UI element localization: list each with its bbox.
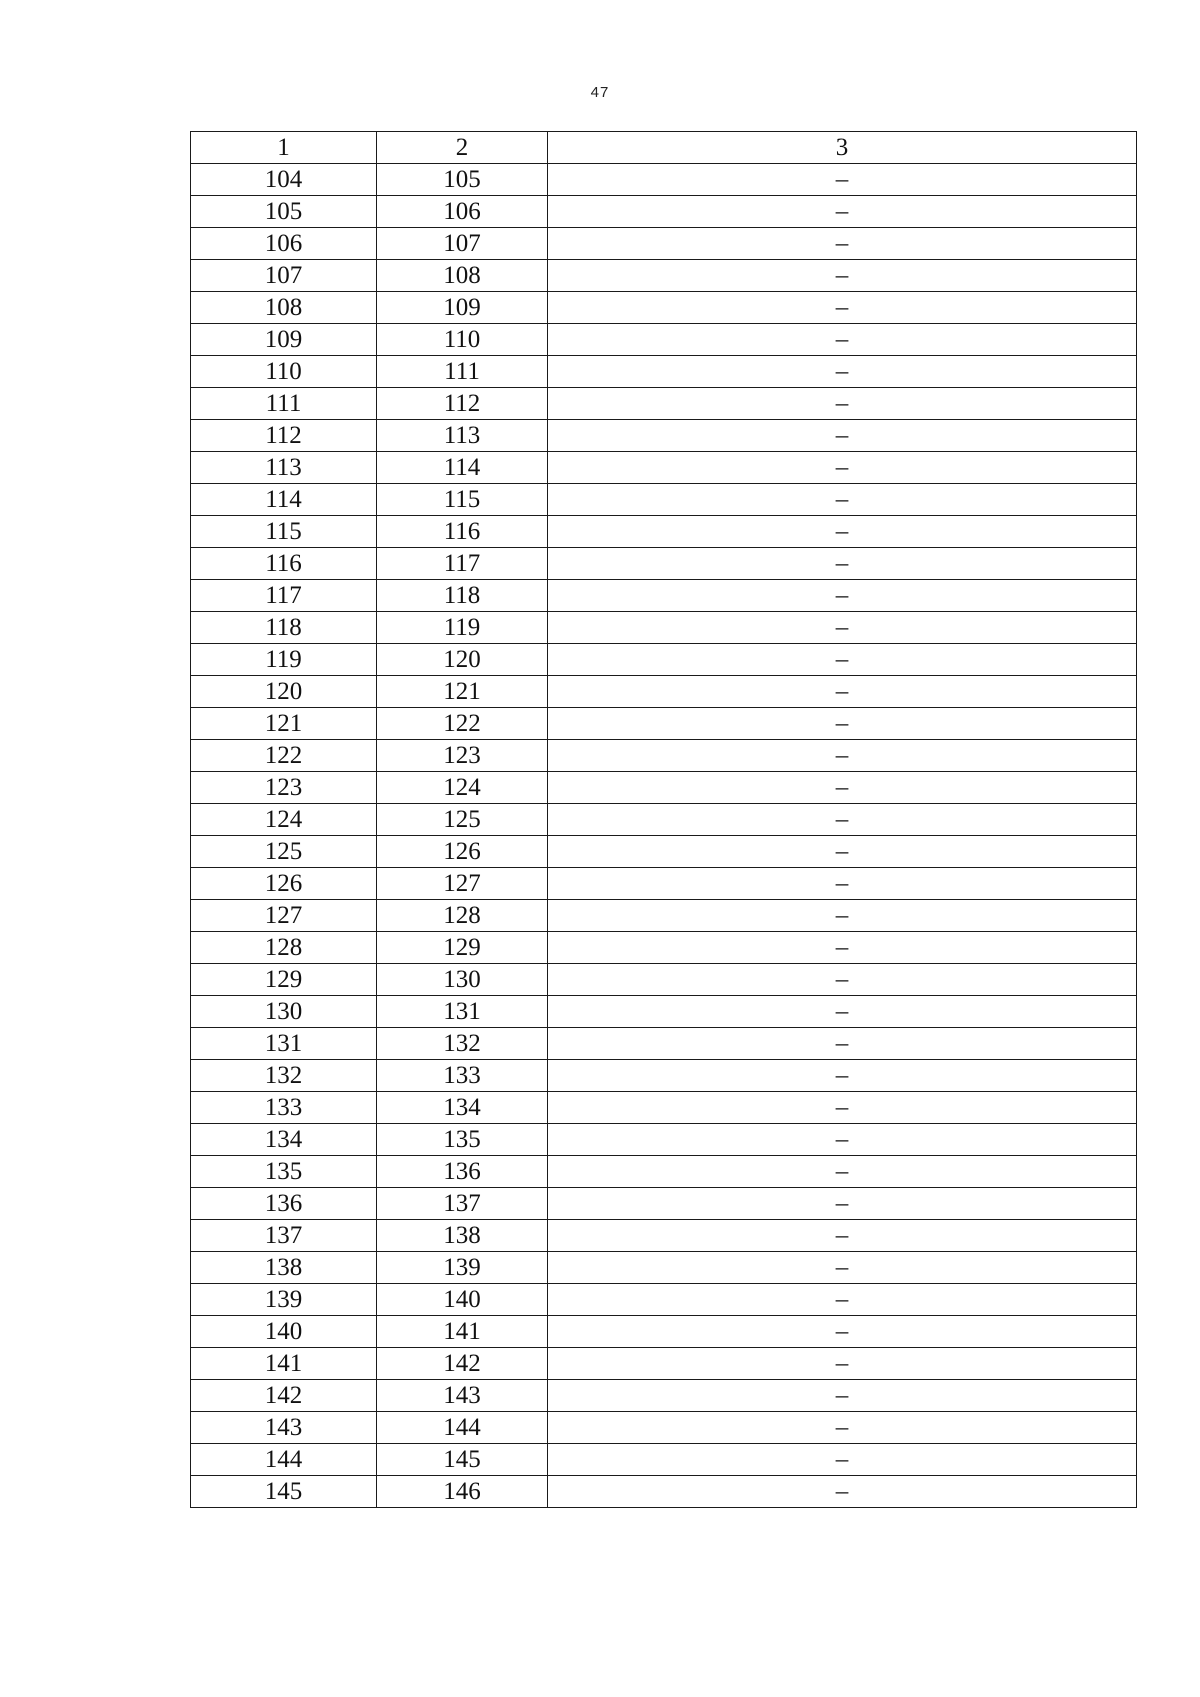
table-cell-col-3: – (548, 228, 1137, 260)
table-row (191, 1316, 1137, 1348)
table-cell-col-2: 122 (377, 708, 548, 740)
table-cell-col-2: 127 (377, 868, 548, 900)
table-cell-col-1: 116 (191, 548, 377, 580)
table-cell-col-1: 140 (191, 1316, 377, 1348)
table-cell-col-3: – (548, 484, 1137, 516)
table-cell-col-3: – (548, 388, 1137, 420)
table-row (191, 1252, 1137, 1284)
table-cell-col-1: 120 (191, 676, 377, 708)
table-cell-col-1: 108 (191, 292, 377, 324)
table-cell-col-3: – (548, 1028, 1137, 1060)
table-cell-col-2: 118 (377, 580, 548, 612)
table-row (191, 1156, 1137, 1188)
table-cell-col-1: 106 (191, 228, 377, 260)
table-row (191, 260, 1137, 292)
table-row (191, 1220, 1137, 1252)
table-cell-col-2: 135 (377, 1124, 548, 1156)
table-cell-col-2: 136 (377, 1156, 548, 1188)
table-row (191, 676, 1137, 708)
table-cell-col-1: 124 (191, 804, 377, 836)
table-cell-col-1: 125 (191, 836, 377, 868)
table-header (191, 132, 1137, 164)
table-row (191, 1188, 1137, 1220)
table-cell-col-3: – (548, 196, 1137, 228)
table-cell-col-3: – (548, 1284, 1137, 1316)
table-cell-col-3: – (548, 740, 1137, 772)
table-row (191, 612, 1137, 644)
table-cell-col-2: 144 (377, 1412, 548, 1444)
table-cell-col-1: 113 (191, 452, 377, 484)
table-row (191, 740, 1137, 772)
table-cell-col-2: 145 (377, 1444, 548, 1476)
table-cell-col-2: 117 (377, 548, 548, 580)
table-body (191, 164, 1137, 1508)
table-row (191, 452, 1137, 484)
table-cell-col-3: – (548, 1092, 1137, 1124)
table-cell-col-2: 113 (377, 420, 548, 452)
table-cell-col-1: 109 (191, 324, 377, 356)
table-cell-col-3: – (548, 452, 1137, 484)
table-row (191, 964, 1137, 996)
table-cell-col-3: – (548, 356, 1137, 388)
table-cell-col-3: – (548, 900, 1137, 932)
table-cell-col-2: 129 (377, 932, 548, 964)
table-row (191, 324, 1137, 356)
table-cell-col-1: 114 (191, 484, 377, 516)
table-cell-col-1: 137 (191, 1220, 377, 1252)
table-row (191, 1348, 1137, 1380)
table-cell-col-2: 120 (377, 644, 548, 676)
table-cell-col-3: – (548, 1220, 1137, 1252)
table-cell-col-1: 110 (191, 356, 377, 388)
table-row (191, 1284, 1137, 1316)
table-row (191, 1412, 1137, 1444)
table-cell-col-2: 119 (377, 612, 548, 644)
table-cell-col-2: 130 (377, 964, 548, 996)
table-cell-col-3: – (548, 1316, 1137, 1348)
table-cell-col-3: – (548, 1380, 1137, 1412)
table-cell-col-2: 142 (377, 1348, 548, 1380)
table-row (191, 868, 1137, 900)
table-cell-col-3: – (548, 516, 1137, 548)
table-cell-col-3: – (548, 932, 1137, 964)
data-table (190, 131, 1137, 1508)
table-row (191, 1060, 1137, 1092)
table-cell-col-2: 140 (377, 1284, 548, 1316)
table-cell-col-1: 115 (191, 516, 377, 548)
table-row (191, 580, 1137, 612)
table-cell-col-1: 128 (191, 932, 377, 964)
table-row (191, 484, 1137, 516)
table-cell-col-2: 137 (377, 1188, 548, 1220)
table-cell-col-1: 117 (191, 580, 377, 612)
table-cell-col-2: 111 (377, 356, 548, 388)
table-row (191, 644, 1137, 676)
table-cell-col-3: – (548, 292, 1137, 324)
table-cell-col-2: 143 (377, 1380, 548, 1412)
table-row (191, 996, 1137, 1028)
table-cell-col-3: – (548, 1060, 1137, 1092)
table-cell-col-1: 131 (191, 1028, 377, 1060)
table-cell-col-2: 110 (377, 324, 548, 356)
table-row (191, 772, 1137, 804)
table-row (191, 1444, 1137, 1476)
table-cell-col-3: – (548, 644, 1137, 676)
table-cell-col-3: – (548, 836, 1137, 868)
table-cell-col-1: 126 (191, 868, 377, 900)
table-cell-col-1: 133 (191, 1092, 377, 1124)
table-cell-col-2: 124 (377, 772, 548, 804)
table-cell-col-2: 123 (377, 740, 548, 772)
table-row (191, 548, 1137, 580)
table-row (191, 708, 1137, 740)
table-cell-col-3: – (548, 868, 1137, 900)
table-cell-col-3: – (548, 1412, 1137, 1444)
table-row (191, 388, 1137, 420)
table-cell-col-1: 104 (191, 164, 377, 196)
table-cell-col-2: 121 (377, 676, 548, 708)
table-cell-col-2: 106 (377, 196, 548, 228)
table-cell-col-3: – (548, 324, 1137, 356)
table-cell-col-1: 134 (191, 1124, 377, 1156)
table-cell-col-1: 136 (191, 1188, 377, 1220)
table-cell-col-1: 123 (191, 772, 377, 804)
table-cell-col-3: – (548, 1476, 1137, 1508)
table-cell-col-3: – (548, 1124, 1137, 1156)
table-cell-col-2: 132 (377, 1028, 548, 1060)
table-cell-col-3: – (548, 420, 1137, 452)
table-cell-col-3: – (548, 1156, 1137, 1188)
table-cell-col-1: 121 (191, 708, 377, 740)
table-cell-col-1: 143 (191, 1412, 377, 1444)
table-cell-col-1: 130 (191, 996, 377, 1028)
table-row (191, 1124, 1137, 1156)
table-cell-col-3: – (548, 804, 1137, 836)
table-cell-col-3: – (548, 676, 1137, 708)
table-cell-col-2: 134 (377, 1092, 548, 1124)
table-row (191, 1092, 1137, 1124)
table-cell-col-2: 125 (377, 804, 548, 836)
table-cell-col-3: – (548, 1348, 1137, 1380)
column-header-2: 2 (377, 132, 548, 164)
table-cell-col-1: 112 (191, 420, 377, 452)
table-cell-col-2: 126 (377, 836, 548, 868)
table-cell-col-1: 145 (191, 1476, 377, 1508)
table-cell-col-1: 142 (191, 1380, 377, 1412)
table-cell-col-1: 119 (191, 644, 377, 676)
table-cell-col-1: 144 (191, 1444, 377, 1476)
table-cell-col-1: 111 (191, 388, 377, 420)
table-cell-col-1: 141 (191, 1348, 377, 1380)
table-cell-col-2: 133 (377, 1060, 548, 1092)
column-header-3: 3 (548, 132, 1137, 164)
table-cell-col-3: – (548, 772, 1137, 804)
table-cell-col-3: – (548, 1188, 1137, 1220)
table-cell-col-2: 141 (377, 1316, 548, 1348)
table-cell-col-1: 127 (191, 900, 377, 932)
table-cell-col-1: 139 (191, 1284, 377, 1316)
table-cell-col-2: 112 (377, 388, 548, 420)
table-cell-col-3: – (548, 1252, 1137, 1284)
table-cell-col-2: 138 (377, 1220, 548, 1252)
table-cell-col-3: – (548, 612, 1137, 644)
table-cell-col-1: 138 (191, 1252, 377, 1284)
table-row (191, 516, 1137, 548)
table-cell-col-3: – (548, 164, 1137, 196)
table-cell-col-1: 118 (191, 612, 377, 644)
table-cell-col-2: 146 (377, 1476, 548, 1508)
table-cell-col-1: 132 (191, 1060, 377, 1092)
table-row (191, 836, 1137, 868)
table-row (191, 420, 1137, 452)
table-cell-col-3: – (548, 996, 1137, 1028)
table-row (191, 1028, 1137, 1060)
table-row (191, 228, 1137, 260)
table-row (191, 164, 1137, 196)
table-cell-col-3: – (548, 964, 1137, 996)
table-cell-col-3: – (548, 580, 1137, 612)
table-cell-col-2: 105 (377, 164, 548, 196)
table-cell-col-1: 122 (191, 740, 377, 772)
table-row (191, 1380, 1137, 1412)
table-cell-col-1: 135 (191, 1156, 377, 1188)
table-cell-col-3: – (548, 708, 1137, 740)
table-cell-col-2: 131 (377, 996, 548, 1028)
table-cell-col-2: 107 (377, 228, 548, 260)
header-row (191, 132, 1137, 164)
page-number: 47 (590, 84, 610, 101)
table-cell-col-2: 128 (377, 900, 548, 932)
table-row (191, 356, 1137, 388)
table-cell-col-3: – (548, 260, 1137, 292)
table-cell-col-3: – (548, 1444, 1137, 1476)
table-row (191, 804, 1137, 836)
table-row (191, 292, 1137, 324)
table-cell-col-3: – (548, 548, 1137, 580)
table-cell-col-2: 108 (377, 260, 548, 292)
table-cell-col-2: 139 (377, 1252, 548, 1284)
table-cell-col-1: 107 (191, 260, 377, 292)
table-cell-col-2: 114 (377, 452, 548, 484)
table-row (191, 932, 1137, 964)
table-cell-col-2: 116 (377, 516, 548, 548)
table-row (191, 1476, 1137, 1508)
table-row (191, 900, 1137, 932)
table-cell-col-2: 115 (377, 484, 548, 516)
table-cell-col-1: 129 (191, 964, 377, 996)
column-header-1: 1 (191, 132, 377, 164)
table-cell-col-2: 109 (377, 292, 548, 324)
table-row (191, 196, 1137, 228)
table-cell-col-1: 105 (191, 196, 377, 228)
